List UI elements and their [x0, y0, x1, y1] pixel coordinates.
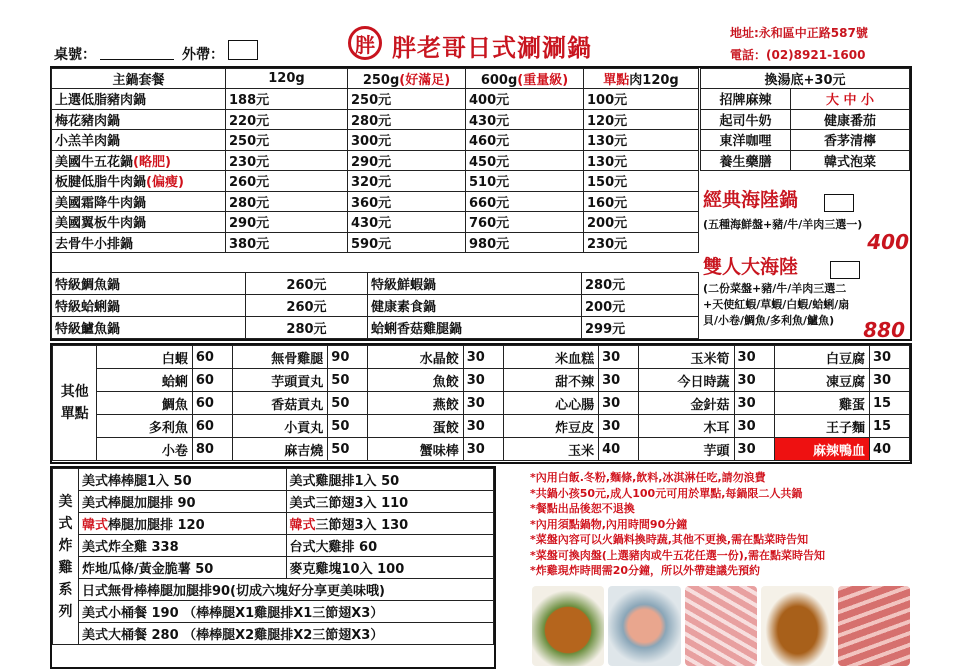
side-item-name: 蛋餃 — [368, 415, 463, 438]
note-item: *共鍋小孩50元,成人100元可用於單點,每鍋限二人共鍋 — [530, 486, 803, 500]
hotpot-price-single: 230元 — [584, 232, 699, 253]
side-item-name: 白蝦 — [97, 346, 192, 369]
side-item-name: 魚餃 — [368, 369, 463, 392]
fried-row — [53, 513, 494, 535]
special-row — [52, 273, 699, 295]
side-item-price: 50 — [328, 438, 368, 461]
special-price: 260元 — [246, 273, 368, 295]
seafood-plate-photo — [608, 586, 680, 666]
note-item: *菜盤可換肉盤(上選豬肉或牛五花任選一份),需在點菜時告知 — [530, 548, 825, 562]
fried-row — [53, 557, 494, 579]
side-item-price: 30 — [734, 438, 774, 461]
classic-desc: (五種海鮮盤+豬/牛/羊肉三選一) — [703, 218, 863, 231]
hotpot-row — [52, 171, 699, 192]
special-price: 280元 — [582, 273, 699, 295]
side-item-price: 60 — [192, 392, 232, 415]
side-item-price: 30 — [734, 369, 774, 392]
side-row — [53, 369, 910, 392]
takeout-label: 外帶： — [182, 47, 224, 63]
side-row — [53, 438, 910, 461]
hotpot-row — [52, 109, 699, 130]
broth-row — [701, 109, 910, 130]
fried-item: 美式雞腿排1入 50 — [286, 469, 494, 491]
broth-option: 東洋咖哩 — [701, 130, 791, 151]
classic-price: 400 — [867, 230, 909, 254]
side-item-price: 30 — [463, 369, 503, 392]
duo-name: 雙人大海陸 — [703, 256, 799, 278]
side-item-name: 芋頭貢丸 — [232, 369, 327, 392]
special-pot-table — [51, 272, 699, 339]
notes-list — [530, 470, 910, 579]
side-item-name: 玉米筍 — [639, 346, 734, 369]
hotpot-price-single: 160元 — [584, 191, 699, 212]
side-label: 其他單點 — [53, 346, 97, 461]
side-item-price: 30 — [734, 415, 774, 438]
hotpot-price-p120: 380元 — [226, 232, 348, 253]
fried-item: 美式棒棒腿1入 50 — [78, 469, 286, 491]
side-item-name: 水晶餃 — [368, 346, 463, 369]
side-item-price: 50 — [328, 392, 368, 415]
broth-option: 養生藥膳 — [701, 150, 791, 171]
hotpot-name: 美國翼板牛肉鍋 — [52, 212, 226, 233]
side-item-price: 80 — [192, 438, 232, 461]
special-row — [52, 317, 699, 339]
side-dish-table — [52, 345, 910, 461]
side-item-price: 15 — [869, 392, 909, 415]
side-item-name: 麻吉燒 — [232, 438, 327, 461]
side-item-name: 木耳 — [639, 415, 734, 438]
hotpot-price-single: 130元 — [584, 130, 699, 151]
hotpot-price-p600: 760元 — [466, 212, 584, 233]
hotpot-name: 去骨牛小排鍋 — [52, 232, 226, 253]
duo-seafood-pot — [703, 252, 909, 342]
hotpot-name: 板腱低脂牛肉鍋(偏瘦) — [52, 171, 226, 192]
hotpot-price-p250: 280元 — [348, 109, 466, 130]
hotpot-name: 梅花豬肉鍋 — [52, 109, 226, 130]
side-item-name: 甜不辣 — [503, 369, 598, 392]
special-name: 健康素食鍋 — [368, 295, 582, 317]
side-item-price: 15 — [869, 415, 909, 438]
side-item-price: 30 — [734, 392, 774, 415]
fried-item: 台式大雞排 60 — [286, 535, 494, 557]
broth-option: 韓式泡菜 — [791, 150, 910, 171]
beef-slices-photo — [838, 586, 910, 666]
table-number-label: 桌號： — [54, 47, 96, 63]
hotpot-name: 美國霜降牛肉鍋 — [52, 191, 226, 212]
whole-chicken-photo — [761, 586, 833, 666]
hotpot-name: 上選低脂豬肉鍋 — [52, 89, 226, 110]
special-name: 特級鯛魚鍋 — [52, 273, 246, 295]
special-price: 260元 — [246, 295, 368, 317]
special-name: 特級蛤蜊鍋 — [52, 295, 246, 317]
broth-option: 起司牛奶 — [701, 109, 791, 130]
special-row — [52, 295, 699, 317]
hotpot-price-p120: 260元 — [226, 171, 348, 192]
fried-item: 美式三節翅3入 110 — [286, 491, 494, 513]
side-item-name: 雞蛋 — [774, 392, 869, 415]
side-item-name: 米血糕 — [503, 346, 598, 369]
hotpot-row — [52, 130, 699, 151]
fried-row — [53, 601, 494, 623]
classic-checkbox[interactable] — [824, 194, 854, 212]
hotpot-price-single: 100元 — [584, 89, 699, 110]
header-120g: 120g — [226, 69, 348, 89]
address: 地址:永和區中正路587號 — [730, 26, 868, 40]
side-item-price: 30 — [463, 415, 503, 438]
fried-row — [53, 491, 494, 513]
classic-seafood-pot — [703, 185, 909, 254]
fried-chicken-table — [52, 468, 494, 645]
restaurant-title: 胖老哥日式涮涮鍋 — [392, 34, 592, 62]
side-item-name: 蛤蜊 — [97, 369, 192, 392]
header-set-name: 主鍋套餐 — [52, 69, 226, 89]
side-item-price: 30 — [599, 369, 639, 392]
fried-row — [53, 469, 494, 491]
broth-option: 健康番茄 — [791, 109, 910, 130]
special-price: 299元 — [582, 317, 699, 339]
note-item: *菜盤內容可以火鍋料換時蔬,其他不更換,需在點菜時告知 — [530, 533, 809, 546]
fried-item: 麥克雞塊10入 100 — [286, 557, 494, 579]
hotpot-price-p600: 980元 — [466, 232, 584, 253]
special-price: 280元 — [246, 317, 368, 339]
special-price: 200元 — [582, 295, 699, 317]
side-item-name: 凍豆腐 — [774, 369, 869, 392]
special-name: 特級鮮蝦鍋 — [368, 273, 582, 295]
fried-row — [53, 535, 494, 557]
fried-chicken-photo — [532, 586, 604, 666]
side-item-name: 麻辣鴨血 — [774, 438, 869, 461]
side-item-name: 燕餃 — [368, 392, 463, 415]
duo-desc: (二份菜盤+豬/牛/羊肉三選二+天使紅蝦/草蝦/白蝦/蛤蜊/扇貝/小卷/鯛魚/多利魚/鱸魚) — [703, 282, 850, 327]
side-item-price: 40 — [599, 438, 639, 461]
side-item-price: 30 — [599, 392, 639, 415]
side-item-name: 蟹味棒 — [368, 438, 463, 461]
hotpot-row — [52, 150, 699, 171]
broth-spicy-levels: 大 中 小 — [791, 89, 910, 110]
side-item-price: 60 — [192, 346, 232, 369]
side-item-name: 白豆腐 — [774, 346, 869, 369]
fried-item: 美式大桶餐 280 （棒棒腿X2雞腿排X2三節翅X3） — [78, 623, 493, 645]
hotpot-price-p600: 660元 — [466, 191, 584, 212]
hotpot-price-p120: 188元 — [226, 89, 348, 110]
hotpot-price-single: 130元 — [584, 150, 699, 171]
fried-item: 美式棒腿加腿排 90 — [78, 491, 286, 513]
note-item: *炸雞現炸時間需20分鐘，所以外帶建議先預約 — [530, 564, 761, 577]
broth-row — [701, 150, 910, 171]
side-item-name: 小貢丸 — [232, 415, 327, 438]
hotpot-price-p120: 290元 — [226, 212, 348, 233]
hotpot-price-p600: 430元 — [466, 109, 584, 130]
side-item-name: 無骨雞腿 — [232, 346, 327, 369]
hotpot-price-p250: 360元 — [348, 191, 466, 212]
hotpot-price-table — [51, 68, 699, 253]
side-item-price: 30 — [869, 346, 909, 369]
side-item-price: 30 — [463, 392, 503, 415]
side-item-name: 心心腸 — [503, 392, 598, 415]
hotpot-name: 美國牛五花鍋(略肥) — [52, 150, 226, 171]
side-item-price: 30 — [463, 346, 503, 369]
hotpot-price-p600: 450元 — [466, 150, 584, 171]
side-row — [53, 346, 910, 369]
broth-spicy: 招牌麻辣 — [701, 89, 791, 110]
hotpot-price-p120: 250元 — [226, 130, 348, 151]
side-item-name: 玉米 — [503, 438, 598, 461]
hotpot-price-p250: 250元 — [348, 89, 466, 110]
hotpot-price-p600: 460元 — [466, 130, 584, 151]
fried-item: 韓式三節翅3入 130 — [286, 513, 494, 535]
broth-row — [701, 130, 910, 151]
hotpot-price-p600: 400元 — [466, 89, 584, 110]
side-item-name: 炸豆皮 — [503, 415, 598, 438]
fried-item: 炸地瓜條/黃金脆薯 50 — [78, 557, 286, 579]
side-item-name: 香菇貢丸 — [232, 392, 327, 415]
note-item: *餐點出品後恕不退換 — [530, 502, 635, 515]
phone-number: 電話：(02)8921-1600 — [730, 48, 866, 62]
header-250g: 250g(好滿足) — [348, 69, 466, 89]
hotpot-price-p120: 230元 — [226, 150, 348, 171]
side-row — [53, 392, 910, 415]
side-item-name: 金針菇 — [639, 392, 734, 415]
fried-row — [53, 579, 494, 601]
takeout-checkbox[interactable] — [228, 40, 258, 60]
hotpot-price-single: 120元 — [584, 109, 699, 130]
table-number-field[interactable] — [100, 59, 174, 60]
side-item-name: 多利魚 — [97, 415, 192, 438]
duo-checkbox[interactable] — [830, 261, 860, 279]
hotpot-header-row — [52, 69, 699, 89]
side-item-price: 60 — [192, 369, 232, 392]
fried-item: 美式炸全雞 338 — [78, 535, 286, 557]
fried-item: 日式無骨棒棒腿加腿排90(切成六塊好分享更美味哦) — [78, 579, 493, 601]
hotpot-price-p120: 220元 — [226, 109, 348, 130]
hotpot-row — [52, 212, 699, 233]
hotpot-row — [52, 89, 699, 110]
note-item: *內用白飯.冬粉,麵條,飲料,冰淇淋任吃,請勿浪費 — [530, 471, 766, 484]
broth-header: 換湯底+30元 — [701, 69, 910, 89]
header-600g: 600g(重量級) — [466, 69, 584, 89]
hotpot-price-p120: 280元 — [226, 191, 348, 212]
side-item-price: 40 — [869, 438, 909, 461]
side-item-price: 50 — [328, 369, 368, 392]
header-single-meat: 單點肉120g — [584, 69, 699, 89]
side-row — [53, 415, 910, 438]
side-item-price: 30 — [463, 438, 503, 461]
fried-row — [53, 623, 494, 645]
broth-table — [700, 68, 910, 171]
side-item-price: 30 — [599, 346, 639, 369]
side-item-price: 90 — [328, 346, 368, 369]
hotpot-price-p250: 590元 — [348, 232, 466, 253]
note-item: *內用須點鍋物,內用時間90分鐘 — [530, 517, 688, 531]
side-item-name: 王子麵 — [774, 415, 869, 438]
side-item-name: 小卷 — [97, 438, 192, 461]
side-item-price: 50 — [328, 415, 368, 438]
side-item-name: 今日時蔬 — [639, 369, 734, 392]
fried-item: 美式小桶餐 190 （棒棒腿X1雞腿排X1三節翅X3） — [78, 601, 493, 623]
side-item-price: 30 — [734, 346, 774, 369]
hotpot-row — [52, 191, 699, 212]
side-item-name: 芋頭 — [639, 438, 734, 461]
hotpot-price-single: 150元 — [584, 171, 699, 192]
hotpot-price-single: 200元 — [584, 212, 699, 233]
duo-price: 880 — [863, 318, 905, 342]
side-item-price: 30 — [599, 415, 639, 438]
hotpot-price-p600: 510元 — [466, 171, 584, 192]
hotpot-price-p250: 300元 — [348, 130, 466, 151]
pork-slices-photo — [685, 586, 757, 666]
special-name: 蛤蜊香菇雞腿鍋 — [368, 317, 582, 339]
hotpot-name: 小羔羊肉鍋 — [52, 130, 226, 151]
special-name: 特級鱸魚鍋 — [52, 317, 246, 339]
food-photos — [532, 586, 910, 666]
fried-item: 韓式棒腿加腿排 120 — [78, 513, 286, 535]
fried-label: 美式炸雞系列 — [53, 469, 79, 645]
hotpot-price-p250: 290元 — [348, 150, 466, 171]
hotpot-price-p250: 430元 — [348, 212, 466, 233]
restaurant-logo: 胖 — [348, 26, 382, 60]
side-item-price: 30 — [869, 369, 909, 392]
hotpot-price-p250: 320元 — [348, 171, 466, 192]
broth-option: 香茅清檸 — [791, 130, 910, 151]
side-item-name: 鯛魚 — [97, 392, 192, 415]
side-item-price: 60 — [192, 415, 232, 438]
hotpot-row — [52, 232, 699, 253]
classic-name: 經典海陸鍋 — [703, 189, 799, 211]
